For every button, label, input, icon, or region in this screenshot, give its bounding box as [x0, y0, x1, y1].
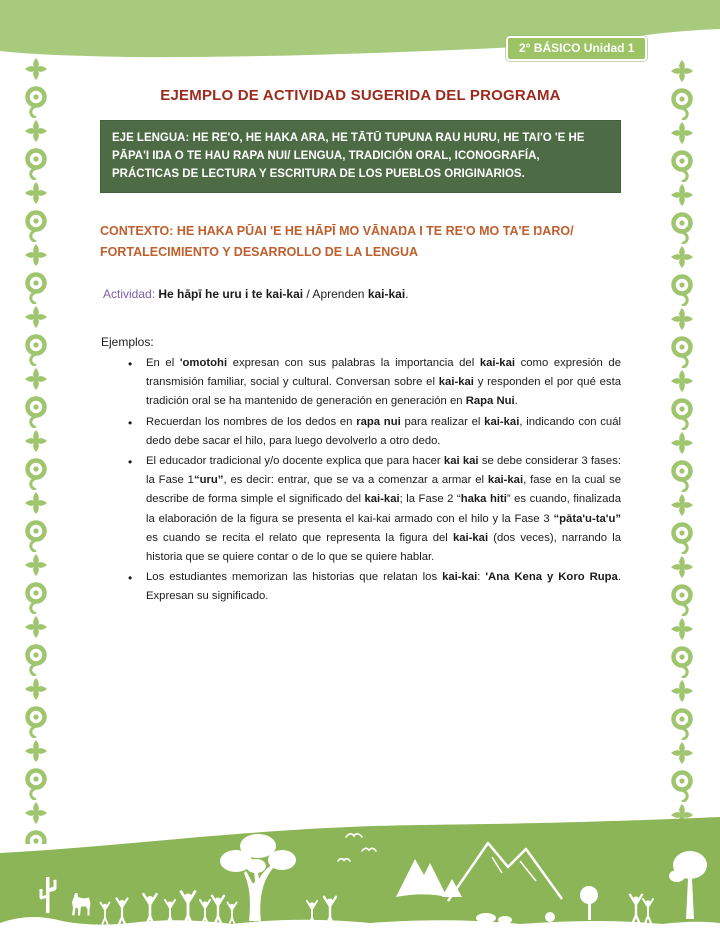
list-item: • El educador tradicional y/o docente explica que para hacer kai kai se debe considerar 3 fases: la Fase 1“uru”, es decir: entrar, que se va a comenzar a armar el kai-kai, fase en la cual se describe de forma simple el significado del kai-kai; la Fase 2 “haka hiti” es cuando, finalizada la elaboración de la figura se presenta el kai-kai armado con el hilo y la Fase 3 “pāta'u-ta'u” es cuando se recita el relato que representa la figura del kai-kai (dos veces), narrando la historia que se quiere contar o de lo que se quiere hablar.	[121, 452, 621, 567]
actividad-line	[103, 287, 613, 301]
page-title: EJEMPLO DE ACTIVIDAD SUGERIDA DEL PROGRAMA	[160, 87, 561, 104]
koru-pattern-right	[669, 58, 695, 828]
footer-landscape-illustration	[0, 817, 720, 932]
ejemplos-bullet-list	[121, 354, 621, 608]
list-item: • En el 'omotohi expresan con sus palabras la importancia del kai-kai como expresión de transmisión familiar, social y cultural. Conversan sobre el kai-kai y responden el por qué esta tradición oral se ha mantenido de generación en generación en Rapa Nui.	[121, 354, 621, 412]
contexto-heading: CONTEXTO: HE HAKA PŪAI 'E HE HĀPĪ MO VĀNAŊA I TE RE'O MO TA'E ŊARO/ FORTALECIMIENTO Y DESARROLLO DE LA LENGUA	[100, 224, 574, 259]
ejemplos-heading: Ejemplos:	[101, 335, 154, 349]
eje-lengua-box: EJE LENGUA: HE RE'O, HE HAKA ARA, HE TĀTŪ TUPUNA RAU HURU, HE TAI'O 'E HE PĀPA'I IŊA O TE HAU RAPA NUI/ LENGUA, TRADICIÓN ORAL, ICONOGRAFÍA, PRÁCTICAS DE LECTURA Y ESCRITURA DE LOS PUEBLOS ORIGINARIOS.	[100, 120, 621, 193]
actividad-text: He hāpī he uru i te kai-kai / Aprenden kai-kai.	[158, 287, 409, 301]
koru-pattern-left	[23, 56, 49, 844]
unit-badge: 2° BÁSICO Unidad 1	[506, 36, 647, 61]
list-item: • Recuerdan los nombres de los dedos en rapa nui para realizar el kai-kai, indicando con cuál dedo debe sacar el hilo, para luego devolverlo a otro dedo.	[121, 413, 621, 451]
actividad-label: Actividad:	[103, 287, 156, 301]
list-item: • Los estudiantes memorizan las historias que relatan los kai-kai: 'Ana Kena y Koro Rupa. Expresan su significado.	[121, 568, 621, 606]
